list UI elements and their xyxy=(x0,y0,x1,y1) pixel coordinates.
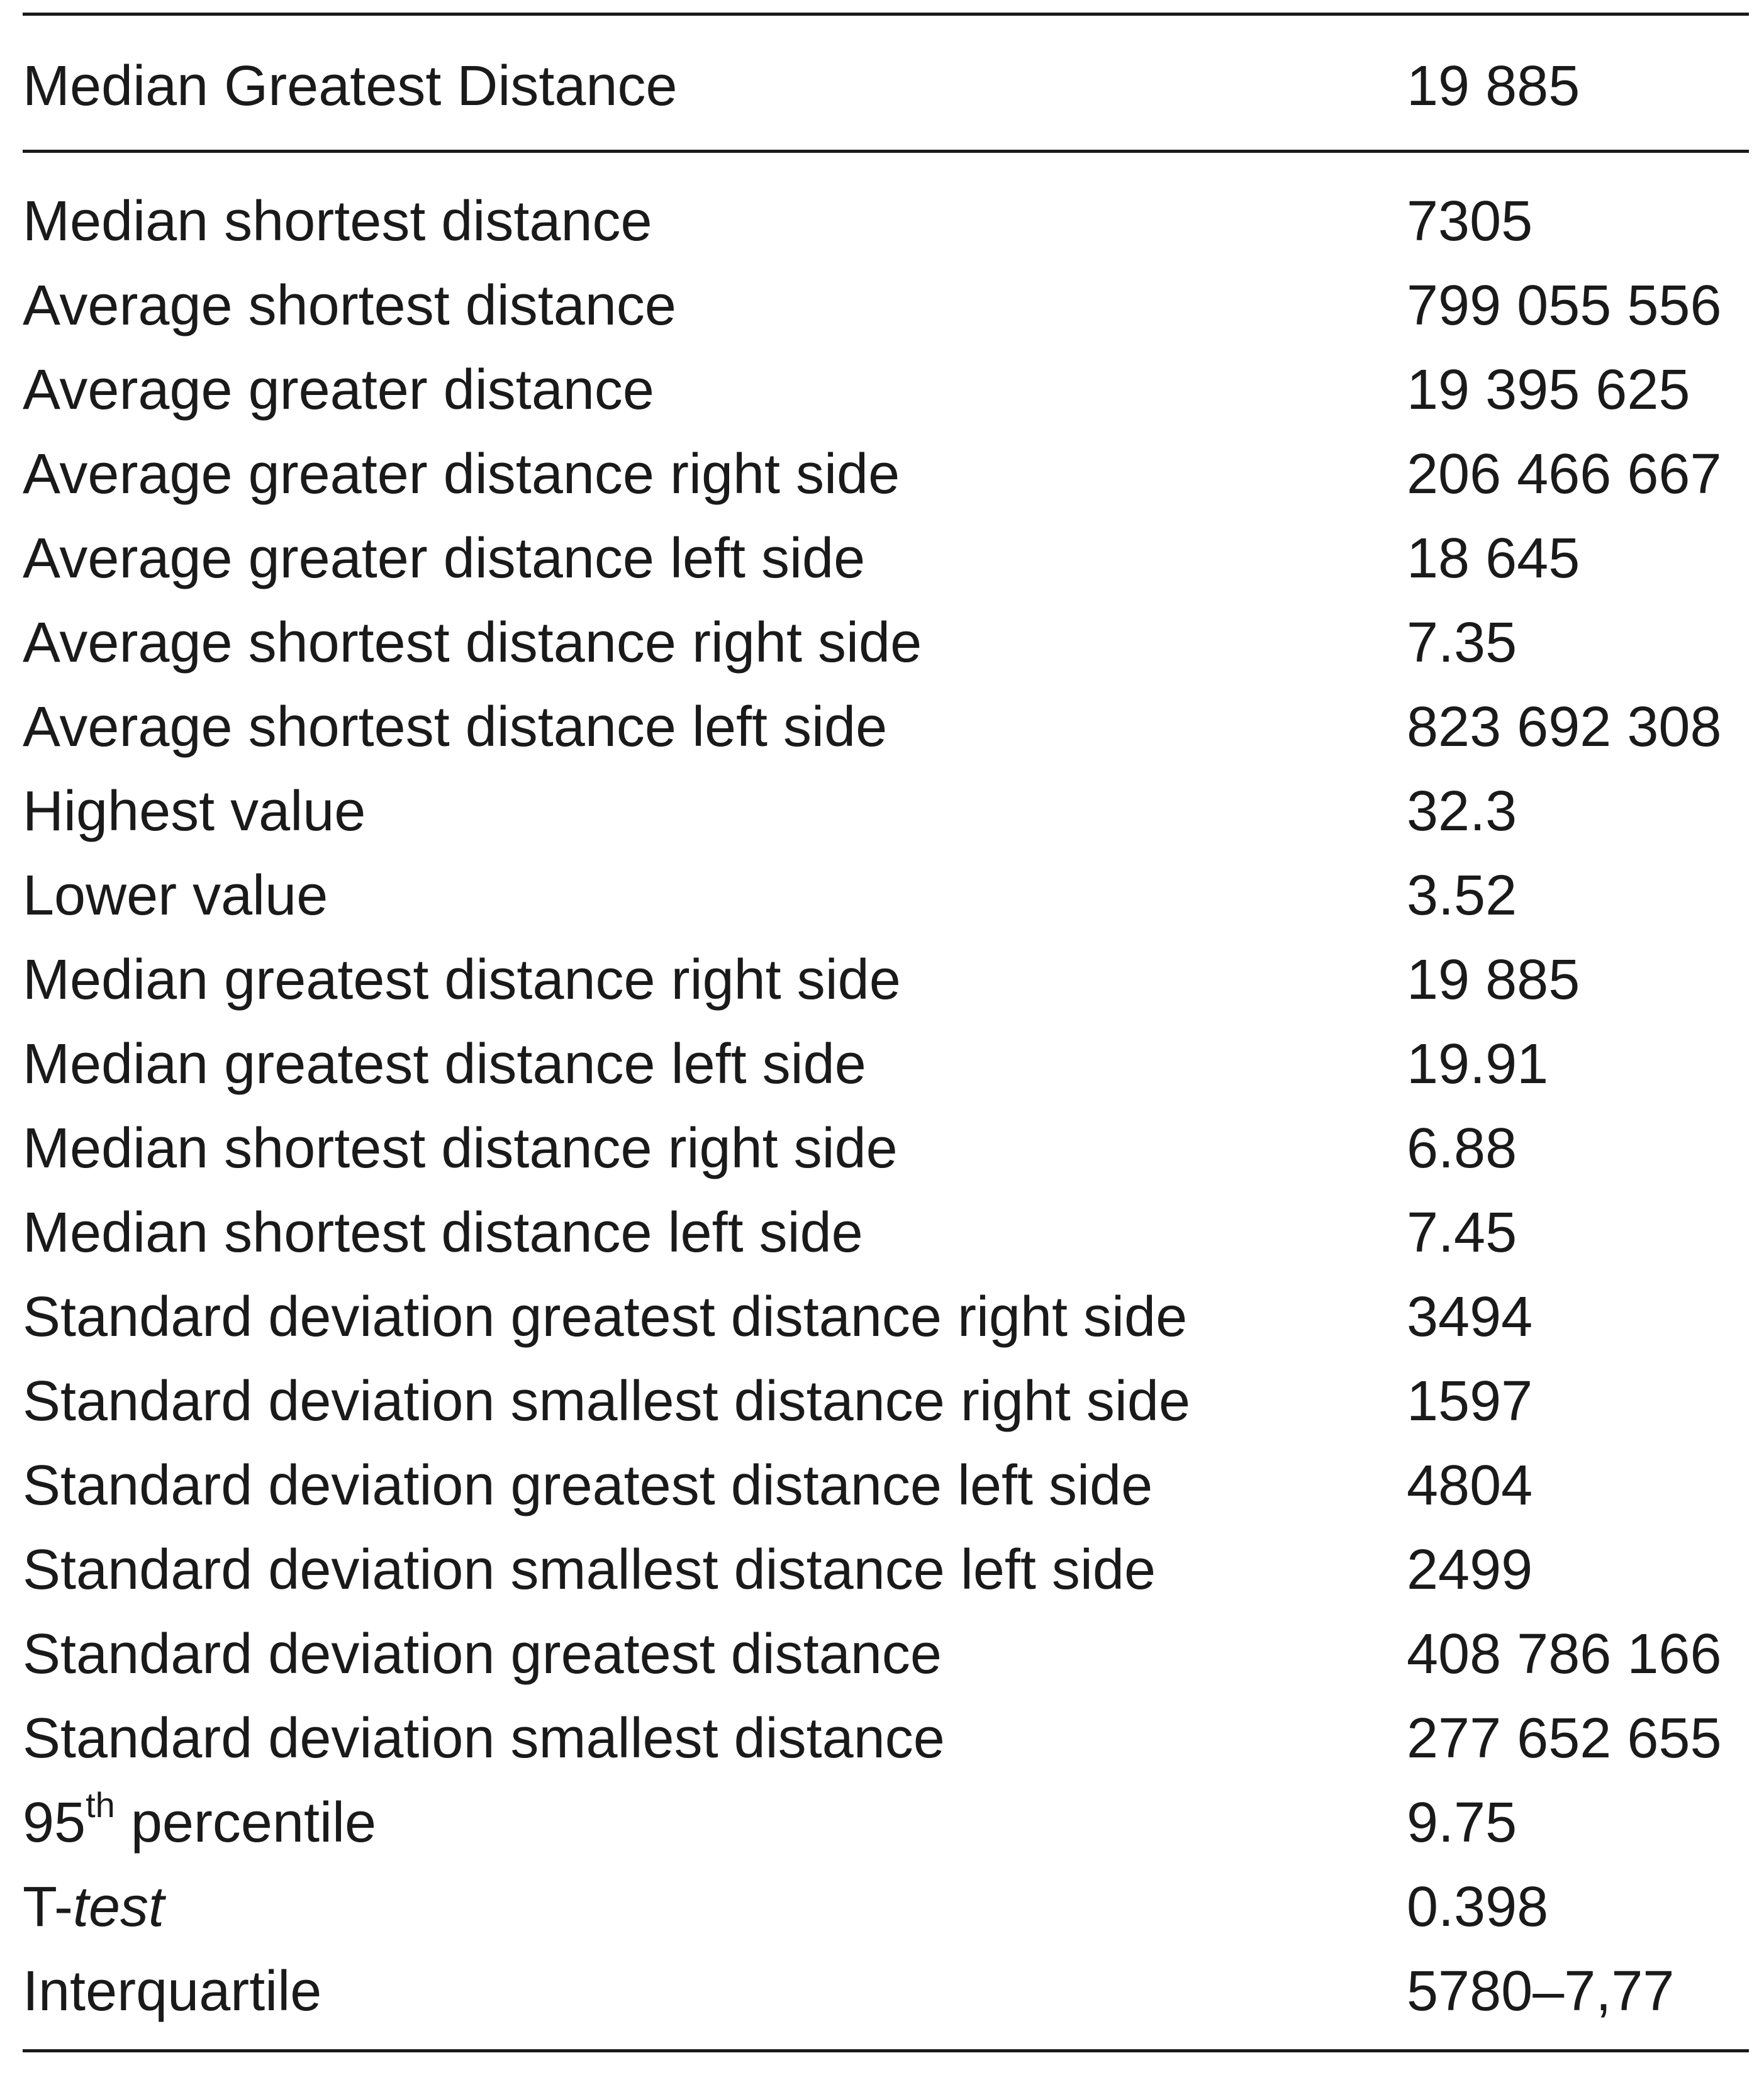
row-value: 5780–7,77 xyxy=(1407,1960,1675,2023)
table-row xyxy=(23,1022,1749,1106)
row-label xyxy=(23,1865,164,1949)
row-label: Standard deviation greatest distance xyxy=(23,1623,942,1686)
row-label: Median shortest distance xyxy=(23,190,652,253)
row-label: Median greatest distance right side xyxy=(23,948,901,1011)
top-rule xyxy=(23,13,1749,16)
row-value: 18 645 xyxy=(1407,527,1580,590)
row-label: Average greater distance xyxy=(23,359,654,421)
row-label: Average greater distance right side xyxy=(23,443,900,506)
row-value: 7305 xyxy=(1407,190,1533,253)
row-value: 32.3 xyxy=(1407,780,1517,843)
row-label: Average shortest distance right side xyxy=(23,611,922,674)
ttest-italic: test xyxy=(72,1876,165,1939)
table-row xyxy=(23,1106,1749,1191)
row-label: Standard deviation smallest distance left side xyxy=(23,1538,1156,1601)
table-row xyxy=(23,601,1749,685)
header-rule xyxy=(23,150,1749,153)
ttest-prefix: T- xyxy=(23,1876,73,1939)
row-value: 19.91 xyxy=(1407,1033,1549,1096)
row-label: Average shortest distance xyxy=(23,274,676,337)
row-label: Average greater distance left side xyxy=(23,527,866,590)
row-value: 799 055 556 xyxy=(1407,274,1722,337)
row-value: 1597 xyxy=(1407,1370,1533,1433)
row-value: 3.52 xyxy=(1407,864,1517,927)
table-row xyxy=(23,1444,1749,1528)
header-label: Median Greatest Distance xyxy=(23,55,678,118)
row-label: Interquartile xyxy=(23,1960,322,2023)
table-row xyxy=(23,1191,1749,1275)
table-row xyxy=(23,1359,1749,1444)
table-row xyxy=(23,685,1749,769)
table-row xyxy=(23,516,1749,601)
table-row xyxy=(23,1528,1749,1612)
ordinal-suffix: th xyxy=(86,1785,115,1825)
row-value: 2499 xyxy=(1407,1538,1533,1601)
table-row xyxy=(23,432,1749,516)
table-row xyxy=(23,1865,1749,1949)
table-row xyxy=(23,264,1749,348)
table-row xyxy=(23,854,1749,938)
table-row xyxy=(23,1781,1749,1865)
row-value: 206 466 667 xyxy=(1407,443,1722,506)
row-value: 7.45 xyxy=(1407,1201,1517,1264)
row-label: Standard deviation smallest distance right side xyxy=(23,1370,1191,1433)
row-value: 9.75 xyxy=(1407,1791,1517,1854)
percentile-word: percentile xyxy=(114,1791,377,1854)
table-row xyxy=(23,1696,1749,1781)
percentile-number: 95 xyxy=(23,1791,86,1854)
row-value: 3494 xyxy=(1407,1286,1533,1349)
row-value: 19 885 xyxy=(1407,948,1580,1011)
row-label: Median shortest distance left side xyxy=(23,1201,863,1264)
row-label: Standard deviation smallest distance xyxy=(23,1707,945,1770)
header-value: 19 885 xyxy=(1407,55,1580,118)
bottom-rule xyxy=(23,2049,1749,2052)
row-label xyxy=(23,1781,376,1865)
row-value: 408 786 166 xyxy=(1407,1623,1722,1686)
row-value: 0.398 xyxy=(1407,1876,1549,1939)
row-label: Median shortest distance right side xyxy=(23,1117,898,1180)
row-value: 7.35 xyxy=(1407,611,1517,674)
row-value: 19 395 625 xyxy=(1407,359,1690,421)
table-row xyxy=(23,938,1749,1022)
row-label: Average shortest distance left side xyxy=(23,696,888,759)
table-row xyxy=(23,769,1749,854)
row-value: 823 692 308 xyxy=(1407,696,1722,759)
row-value: 6.88 xyxy=(1407,1117,1517,1180)
table-row xyxy=(23,179,1749,264)
row-value: 277 652 655 xyxy=(1407,1707,1722,1770)
row-label: Standard deviation greatest distance left side xyxy=(23,1454,1153,1517)
row-label: Median greatest distance left side xyxy=(23,1033,866,1096)
row-label: Highest value xyxy=(23,780,366,843)
table-row xyxy=(23,1949,1749,2033)
row-label: Lower value xyxy=(23,864,328,927)
row-label: Standard deviation greatest distance right side xyxy=(23,1286,1188,1349)
table-row xyxy=(23,1612,1749,1696)
table-row xyxy=(23,1275,1749,1359)
header-row xyxy=(23,44,1749,128)
table-row xyxy=(23,348,1749,432)
row-value: 4804 xyxy=(1407,1454,1533,1517)
